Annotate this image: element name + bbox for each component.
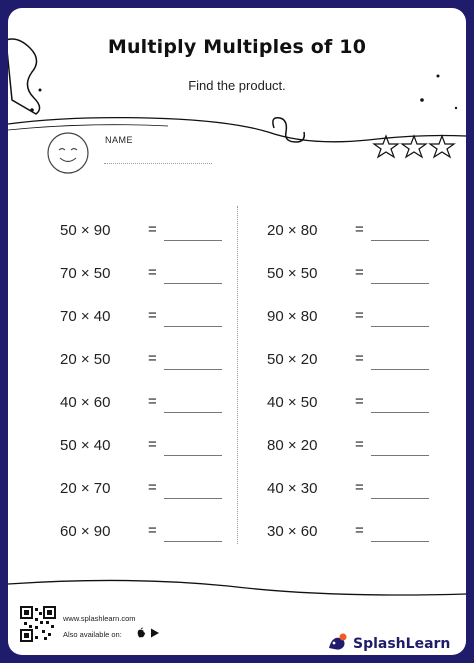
problem-right-7 (267, 474, 466, 504)
problem-right-6 (267, 431, 466, 461)
answer-blank[interactable] (164, 539, 222, 542)
problem-expression: 50 × 20 (267, 351, 318, 368)
equals-sign: = (355, 479, 364, 496)
equals-sign: = (355, 221, 364, 238)
problem-expression: 80 × 20 (267, 437, 318, 454)
problem-left-3 (60, 302, 260, 332)
problem-expression: 50 × 40 (60, 437, 111, 454)
problem-right-4 (267, 345, 466, 375)
answer-blank[interactable] (371, 453, 429, 456)
problem-left-2 (60, 259, 260, 289)
problem-expression: 50 × 90 (60, 222, 111, 239)
equals-sign: = (148, 221, 157, 238)
answer-blank[interactable] (164, 238, 222, 241)
equals-sign: = (148, 393, 157, 410)
play-store-icon (151, 629, 159, 638)
website-link[interactable]: www.splashlearn.com (63, 614, 136, 623)
equals-sign: = (355, 522, 364, 539)
equals-sign: = (148, 307, 157, 324)
problem-expression: 20 × 80 (267, 222, 318, 239)
equals-sign: = (355, 393, 364, 410)
problem-expression: 40 × 50 (267, 394, 318, 411)
equals-sign: = (355, 350, 364, 367)
problem-left-8 (60, 517, 260, 547)
answer-blank[interactable] (371, 367, 429, 370)
problem-expression: 20 × 50 (60, 351, 111, 368)
brand-name: SplashLearn (353, 636, 451, 652)
problem-expression: 50 × 50 (267, 265, 318, 282)
name-field[interactable] (104, 163, 212, 164)
problem-right-1 (267, 216, 466, 246)
equals-sign: = (355, 264, 364, 281)
problem-expression: 70 × 40 (60, 308, 111, 325)
worksheet (8, 8, 466, 655)
answer-blank[interactable] (371, 238, 429, 241)
available-on-label: Also available on: (63, 630, 122, 639)
equals-sign: = (148, 350, 157, 367)
equals-sign: = (148, 436, 157, 453)
star-icon (430, 136, 454, 157)
problem-expression: 60 × 90 (60, 523, 111, 540)
equals-sign: = (355, 307, 364, 324)
page-title: Multiply Multiples of 10 (107, 36, 367, 58)
equals-sign: = (355, 436, 364, 453)
problem-expression: 40 × 60 (60, 394, 111, 411)
answer-blank[interactable] (371, 496, 429, 499)
problem-expression: 30 × 60 (267, 523, 318, 540)
splashlearn-logo (326, 632, 350, 652)
problem-expression: 70 × 50 (60, 265, 111, 282)
answer-blank[interactable] (164, 281, 222, 284)
answer-blank[interactable] (371, 281, 429, 284)
answer-blank[interactable] (164, 410, 222, 413)
problem-left-6 (60, 431, 260, 461)
name-label: NAME (105, 135, 134, 145)
answer-blank[interactable] (371, 324, 429, 327)
problem-expression: 40 × 30 (267, 480, 318, 497)
problem-left-4 (60, 345, 260, 375)
problem-right-5 (267, 388, 466, 418)
problem-expression: 90 × 80 (267, 308, 318, 325)
answer-blank[interactable] (371, 539, 429, 542)
problem-left-5 (60, 388, 260, 418)
instruction: Find the product. (188, 78, 286, 93)
problem-right-8 (267, 517, 466, 547)
answer-blank[interactable] (164, 453, 222, 456)
equals-sign: = (148, 522, 157, 539)
answer-blank[interactable] (164, 324, 222, 327)
app-store-icons (136, 627, 162, 639)
smiley-face-icon (48, 133, 88, 173)
answer-blank[interactable] (164, 496, 222, 499)
equals-sign: = (148, 264, 157, 281)
problem-left-7 (60, 474, 260, 504)
qr-code (20, 606, 56, 642)
answer-blank[interactable] (371, 410, 429, 413)
problem-left-1 (60, 216, 260, 246)
apple-icon (138, 628, 145, 638)
answer-blank[interactable] (164, 367, 222, 370)
equals-sign: = (148, 479, 157, 496)
problem-right-3 (267, 302, 466, 332)
star-icon (402, 136, 426, 157)
problem-expression: 20 × 70 (60, 480, 111, 497)
problem-right-2 (267, 259, 466, 289)
